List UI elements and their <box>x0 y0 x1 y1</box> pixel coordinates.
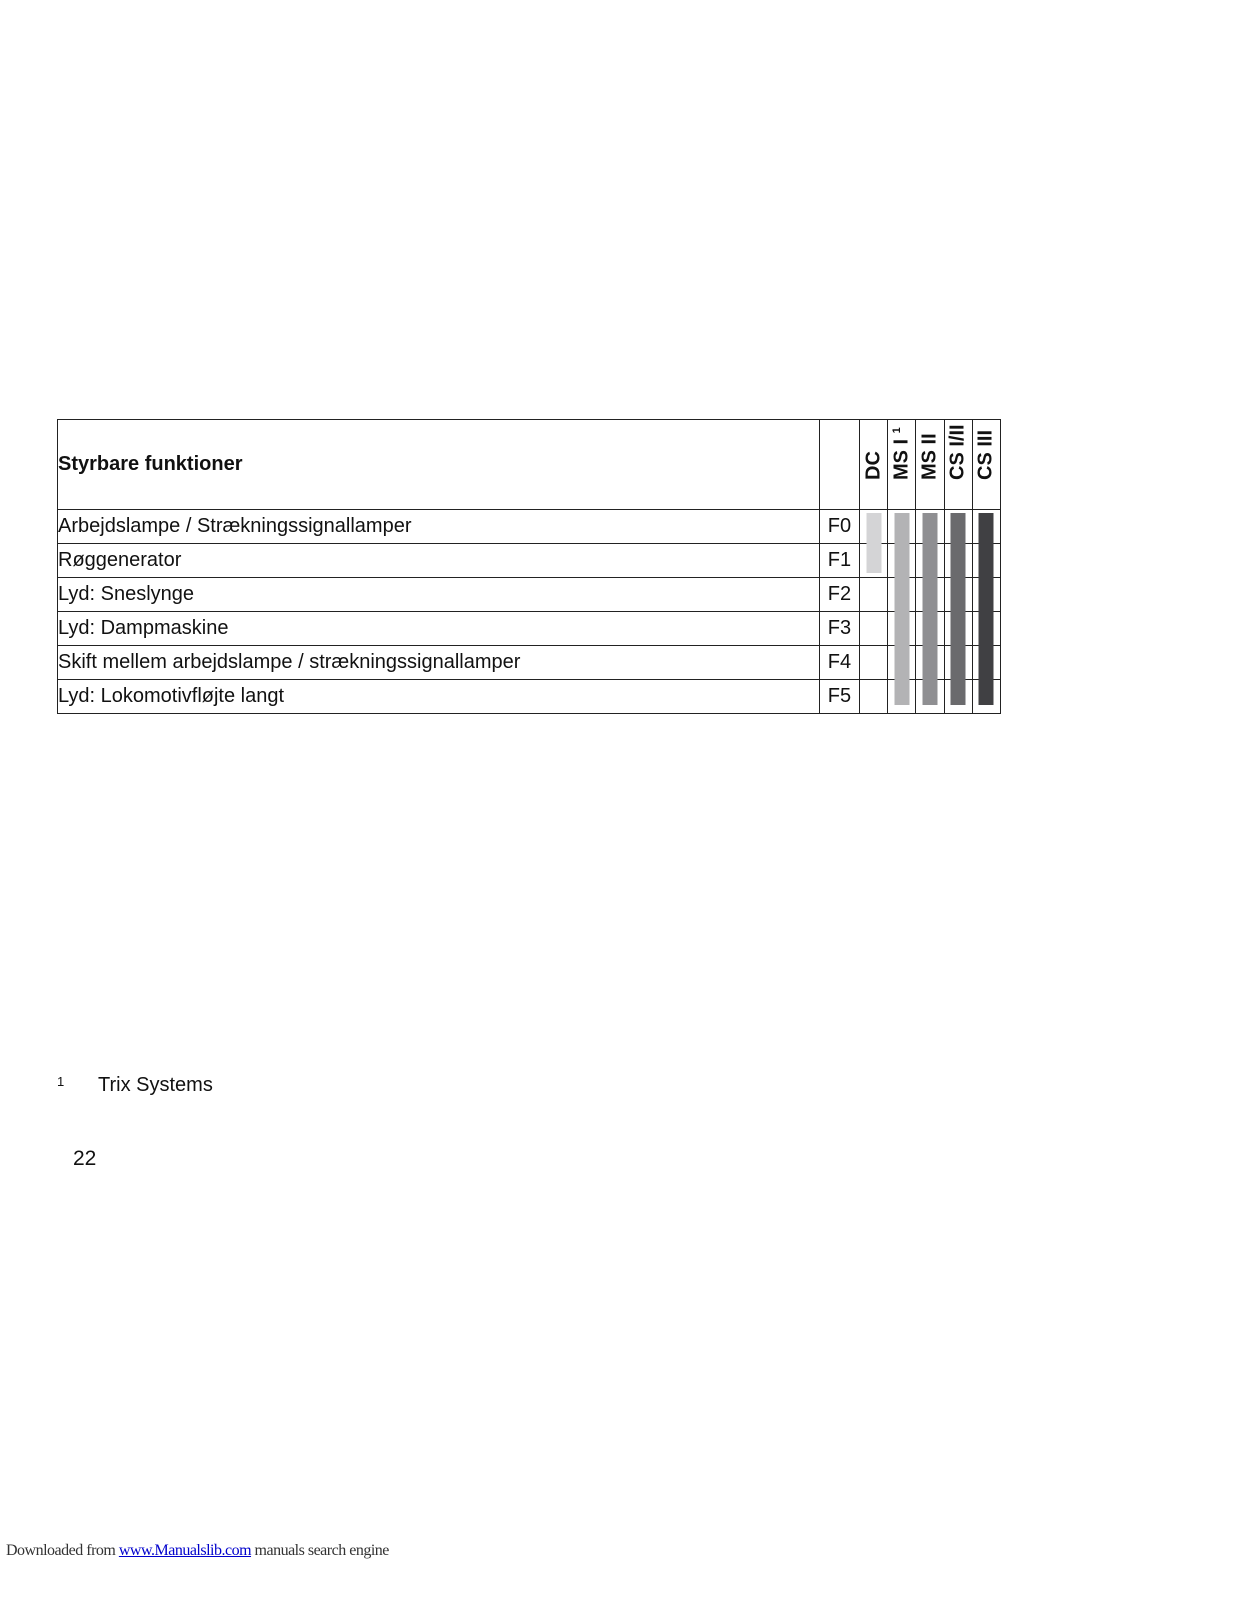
table-row <box>58 544 1001 578</box>
footnote-mark: 1 <box>57 1074 65 1089</box>
system-support-cell <box>972 510 1000 544</box>
functions-table <box>57 419 1001 714</box>
function-key: F3 <box>819 612 859 646</box>
system-support-cell <box>860 646 888 680</box>
support-bar <box>923 513 938 705</box>
support-bar <box>894 513 909 705</box>
footnote-text: Trix Systems <box>98 1074 213 1096</box>
system-label: CS III <box>974 429 997 480</box>
download-suffix: manuals search engine <box>251 1542 389 1559</box>
function-name: Lyd: Sneslynge <box>58 578 820 612</box>
table-row <box>58 510 1001 544</box>
support-bar <box>866 513 881 573</box>
system-support-cell <box>860 612 888 646</box>
function-key: F4 <box>819 646 859 680</box>
system-support-cell <box>860 680 888 714</box>
table-row <box>58 578 1001 612</box>
page-number: 22 <box>73 1147 97 1170</box>
function-key: F2 <box>819 578 859 612</box>
system-label: CS I/II <box>946 424 969 480</box>
system-label: MS II <box>918 433 941 480</box>
system-support-cell <box>860 510 888 544</box>
function-key: F5 <box>819 680 859 714</box>
footnote-ref: 1 <box>890 427 903 434</box>
table-body <box>58 510 1001 714</box>
function-key: F1 <box>819 544 859 578</box>
function-name: Røggenerator <box>58 544 820 578</box>
system-label: MS I <box>890 438 913 480</box>
function-name: Arbejdslampe / Strækningssignallamper <box>58 510 820 544</box>
system-header-ms1 <box>888 420 916 510</box>
function-name: Lyd: Dampmaskine <box>58 612 820 646</box>
support-bar <box>951 513 966 705</box>
system-support-cell <box>916 510 944 544</box>
manualslib-link[interactable]: www.Manualslib.com <box>118 1542 252 1559</box>
system-header-dc <box>860 420 888 510</box>
system-header-cs12 <box>944 420 972 510</box>
system-support-cell <box>860 578 888 612</box>
system-support-cell <box>944 510 972 544</box>
function-key: F0 <box>819 510 859 544</box>
support-bar <box>979 513 994 705</box>
download-footer <box>6 1542 389 1560</box>
system-header-cs3 <box>972 420 1000 510</box>
key-header <box>819 420 859 510</box>
table-header-row <box>58 420 1001 510</box>
table-row <box>58 612 1001 646</box>
system-support-cell <box>888 510 916 544</box>
table-row <box>58 680 1001 714</box>
download-prefix: Downloaded from <box>6 1542 119 1559</box>
table-title: Styrbare funktioner <box>58 420 820 510</box>
function-name: Skift mellem arbejdslampe / strækningssignallamper <box>58 646 820 680</box>
function-name: Lyd: Lokomotivfløjte langt <box>58 680 820 714</box>
system-header-ms2 <box>916 420 944 510</box>
system-label: DC <box>862 451 885 480</box>
table-row <box>58 646 1001 680</box>
